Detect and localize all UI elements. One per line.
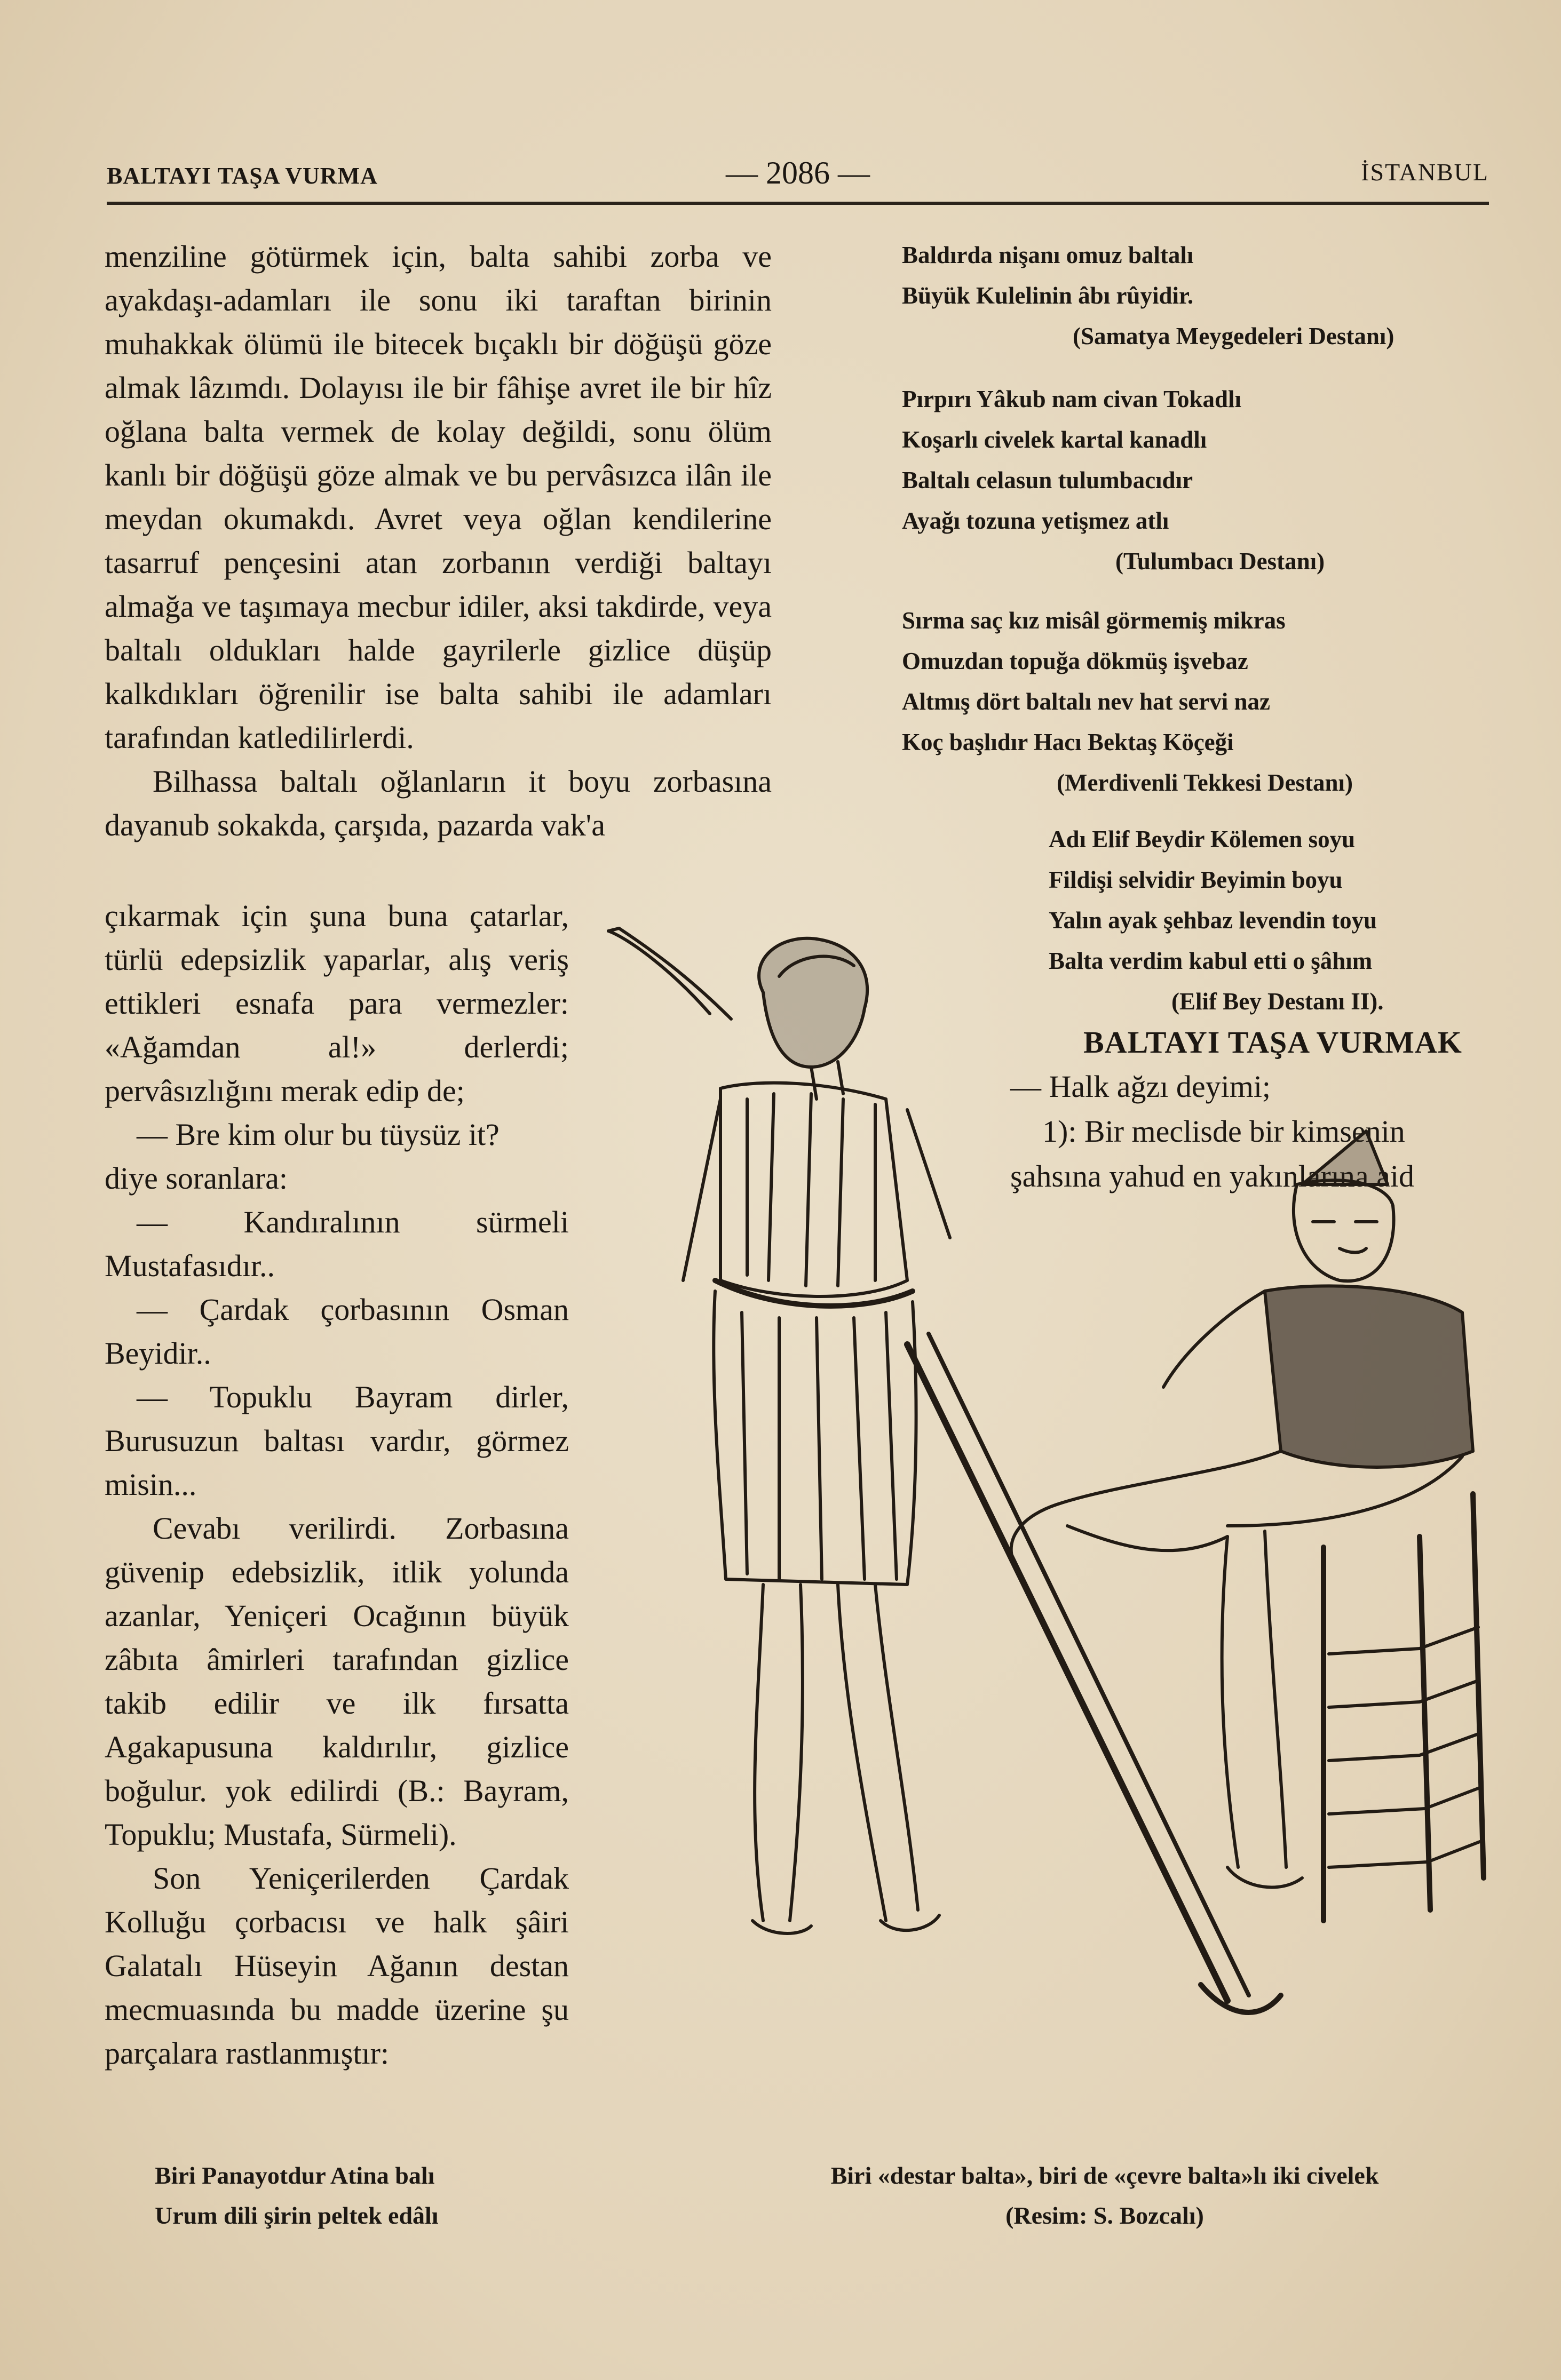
publication-name: İSTANBUL	[1361, 158, 1489, 186]
verse-line: Fildişi selvidir Beyimin boyu	[1049, 866, 1343, 893]
illustration-two-civeleks	[587, 907, 1516, 2161]
verse-source: (Samatya Meygedeleri Destanı)	[1073, 323, 1394, 349]
body-paragraph: Son Yeniçerilerden Çardak Kolluğu çorbacısı ve halk şâiri Galatalı Hüseyin Ağanın destan mecmuasında bu madde üzerine şu parçalara rastlanmıştır:	[105, 1861, 569, 2071]
verse-fragment	[155, 2155, 439, 2235]
verse-source: (Merdivenli Tekkesi Destanı)	[1057, 769, 1353, 796]
dialogue-line: — Topuklu Bayram dirler, Burusuzun baltası vardır, görmez misin...	[105, 1380, 569, 1502]
verse-line: Sırma saç kız misâl görmemiş mikras	[902, 607, 1286, 634]
illustration-caption	[710, 2155, 1500, 2235]
verse-line: Adı Elif Beydir Kölemen soyu	[1049, 826, 1356, 853]
verse-line: Baltalı celasun tulumbacıdır	[902, 467, 1193, 493]
caption-credit: (Resim: S. Bozcalı)	[1005, 2202, 1204, 2229]
body-paragraph: Cevabı verilirdi. Zorbasına güvenip edebsizlik, itlik yolunda azanlar, Yeniçeri Ocağının büyük zâbıta âmirleri tarafından gizlice takib edilir ve ilk fırsatta Agakapusuna kaldırılır, gizlice boğulur. yok edilirdi (B.: Bayram, Topuklu; Mustafa, Sürmeli).	[105, 1511, 569, 1852]
verse-line: Ayağı tozuna yetişmez atlı	[902, 507, 1169, 534]
dialogue-line: — Çardak çorbasının Osman Beyidir..	[105, 1292, 569, 1371]
body-paragraph: diye soranlara:	[105, 1161, 288, 1196]
verse-line: Baldırda nişanı omuz baltalı	[902, 242, 1194, 268]
verse-line: Yalın ayak şehbaz levendin toyu	[1049, 907, 1377, 934]
verse-line: Biri Panayotdur Atina balı	[155, 2162, 435, 2189]
body-line: — Halk ağzı deyimi;	[1010, 1069, 1271, 1104]
verse-line: Büyük Kulelinin âbı rûyidir.	[902, 282, 1194, 309]
body-line: 1): Bir meclisde bir kimsenin	[1042, 1114, 1405, 1149]
verse-line: Koç başlıdır Hacı Bektaş Köçeği	[902, 729, 1234, 755]
verse-source: (Tulumbacı Destanı)	[1115, 548, 1325, 575]
verse-block-2	[902, 379, 1325, 582]
verse-line: Altmış dört baltalı nev hat servi naz	[902, 688, 1270, 715]
verse-source: (Elif Bey Destanı II).	[1171, 988, 1384, 1015]
verse-line: Koşarlı civelek kartal kanadlı	[902, 426, 1207, 453]
verse-line: Balta verdim kabul etti o şâhım	[1049, 948, 1373, 974]
verse-line: Pırpırı Yâkub nam civan Tokadlı	[902, 386, 1242, 412]
left-column-top	[105, 235, 772, 847]
body-paragraph: çıkarmak için şuna buna çatarlar, türlü edepsizlik yaparlar, alış veriş ettikleri esnafa para vermezler: «Ağamdan al!» derlerdi; pervâsızlığını merak edip de;	[105, 898, 569, 1108]
verse-line: Omuzdan topuğa dökmüş işvebaz	[902, 648, 1248, 674]
verse-line: Urum dili şirin peltek edâlı	[155, 2202, 439, 2229]
body-paragraph: Bilhassa baltalı oğlanların it boyu zorbasına dayanub sokakda, çarşıda, pazarda vak'a	[105, 764, 772, 842]
dialogue-line: — Bre kim olur bu tüysüz it?	[137, 1117, 500, 1152]
running-title: BALTAYI TAŞA VURMA	[107, 163, 378, 189]
page-number: — 2086 —	[726, 155, 870, 190]
running-header	[107, 155, 1489, 197]
caption-text: Biri «destar balta», biri de «çevre balta»lı iki civelek	[830, 2162, 1379, 2189]
dialogue-line: — Kandıralının sürmeli Mustafasıdır..	[105, 1205, 569, 1283]
body-line: şahsına yahud en yakınlarına aid	[1010, 1159, 1414, 1193]
verse-block-3	[902, 600, 1353, 803]
header-rule	[107, 202, 1489, 205]
verse-block-1	[902, 235, 1394, 356]
left-column-narrow	[105, 894, 569, 2075]
section-heading: BALTAYI TAŞA VURMAK	[1083, 1025, 1462, 1060]
body-paragraph: menziline götürmek için, balta sahibi zorba ve ayakdaşı-adamları ile sonu iki taraftan birinin muhakkak ölümü ile bitecek bıçaklı bir döğüşü göze almak lâzımdı. Dolayısı ile bir fâhişe avret ile bir hîz oğlana balta vermek de kolay değildi, sonu ölüm kanlı bir döğüşü göze almak ve bu pervâsızca ilân ile meydan okumakdı. Avret veya oğlan kendilerine tasarruf pençesini atan zorbanın verdiği baltayı almağa ve taşımaya mecbur idiler, aksi takdirde, veya baltalı oldukları halde gayrilerle gizlice düşüp kalkdıkları öğrenilir ise balta sahibi ile adamları tarafından katledilirlerdi.	[105, 239, 772, 755]
